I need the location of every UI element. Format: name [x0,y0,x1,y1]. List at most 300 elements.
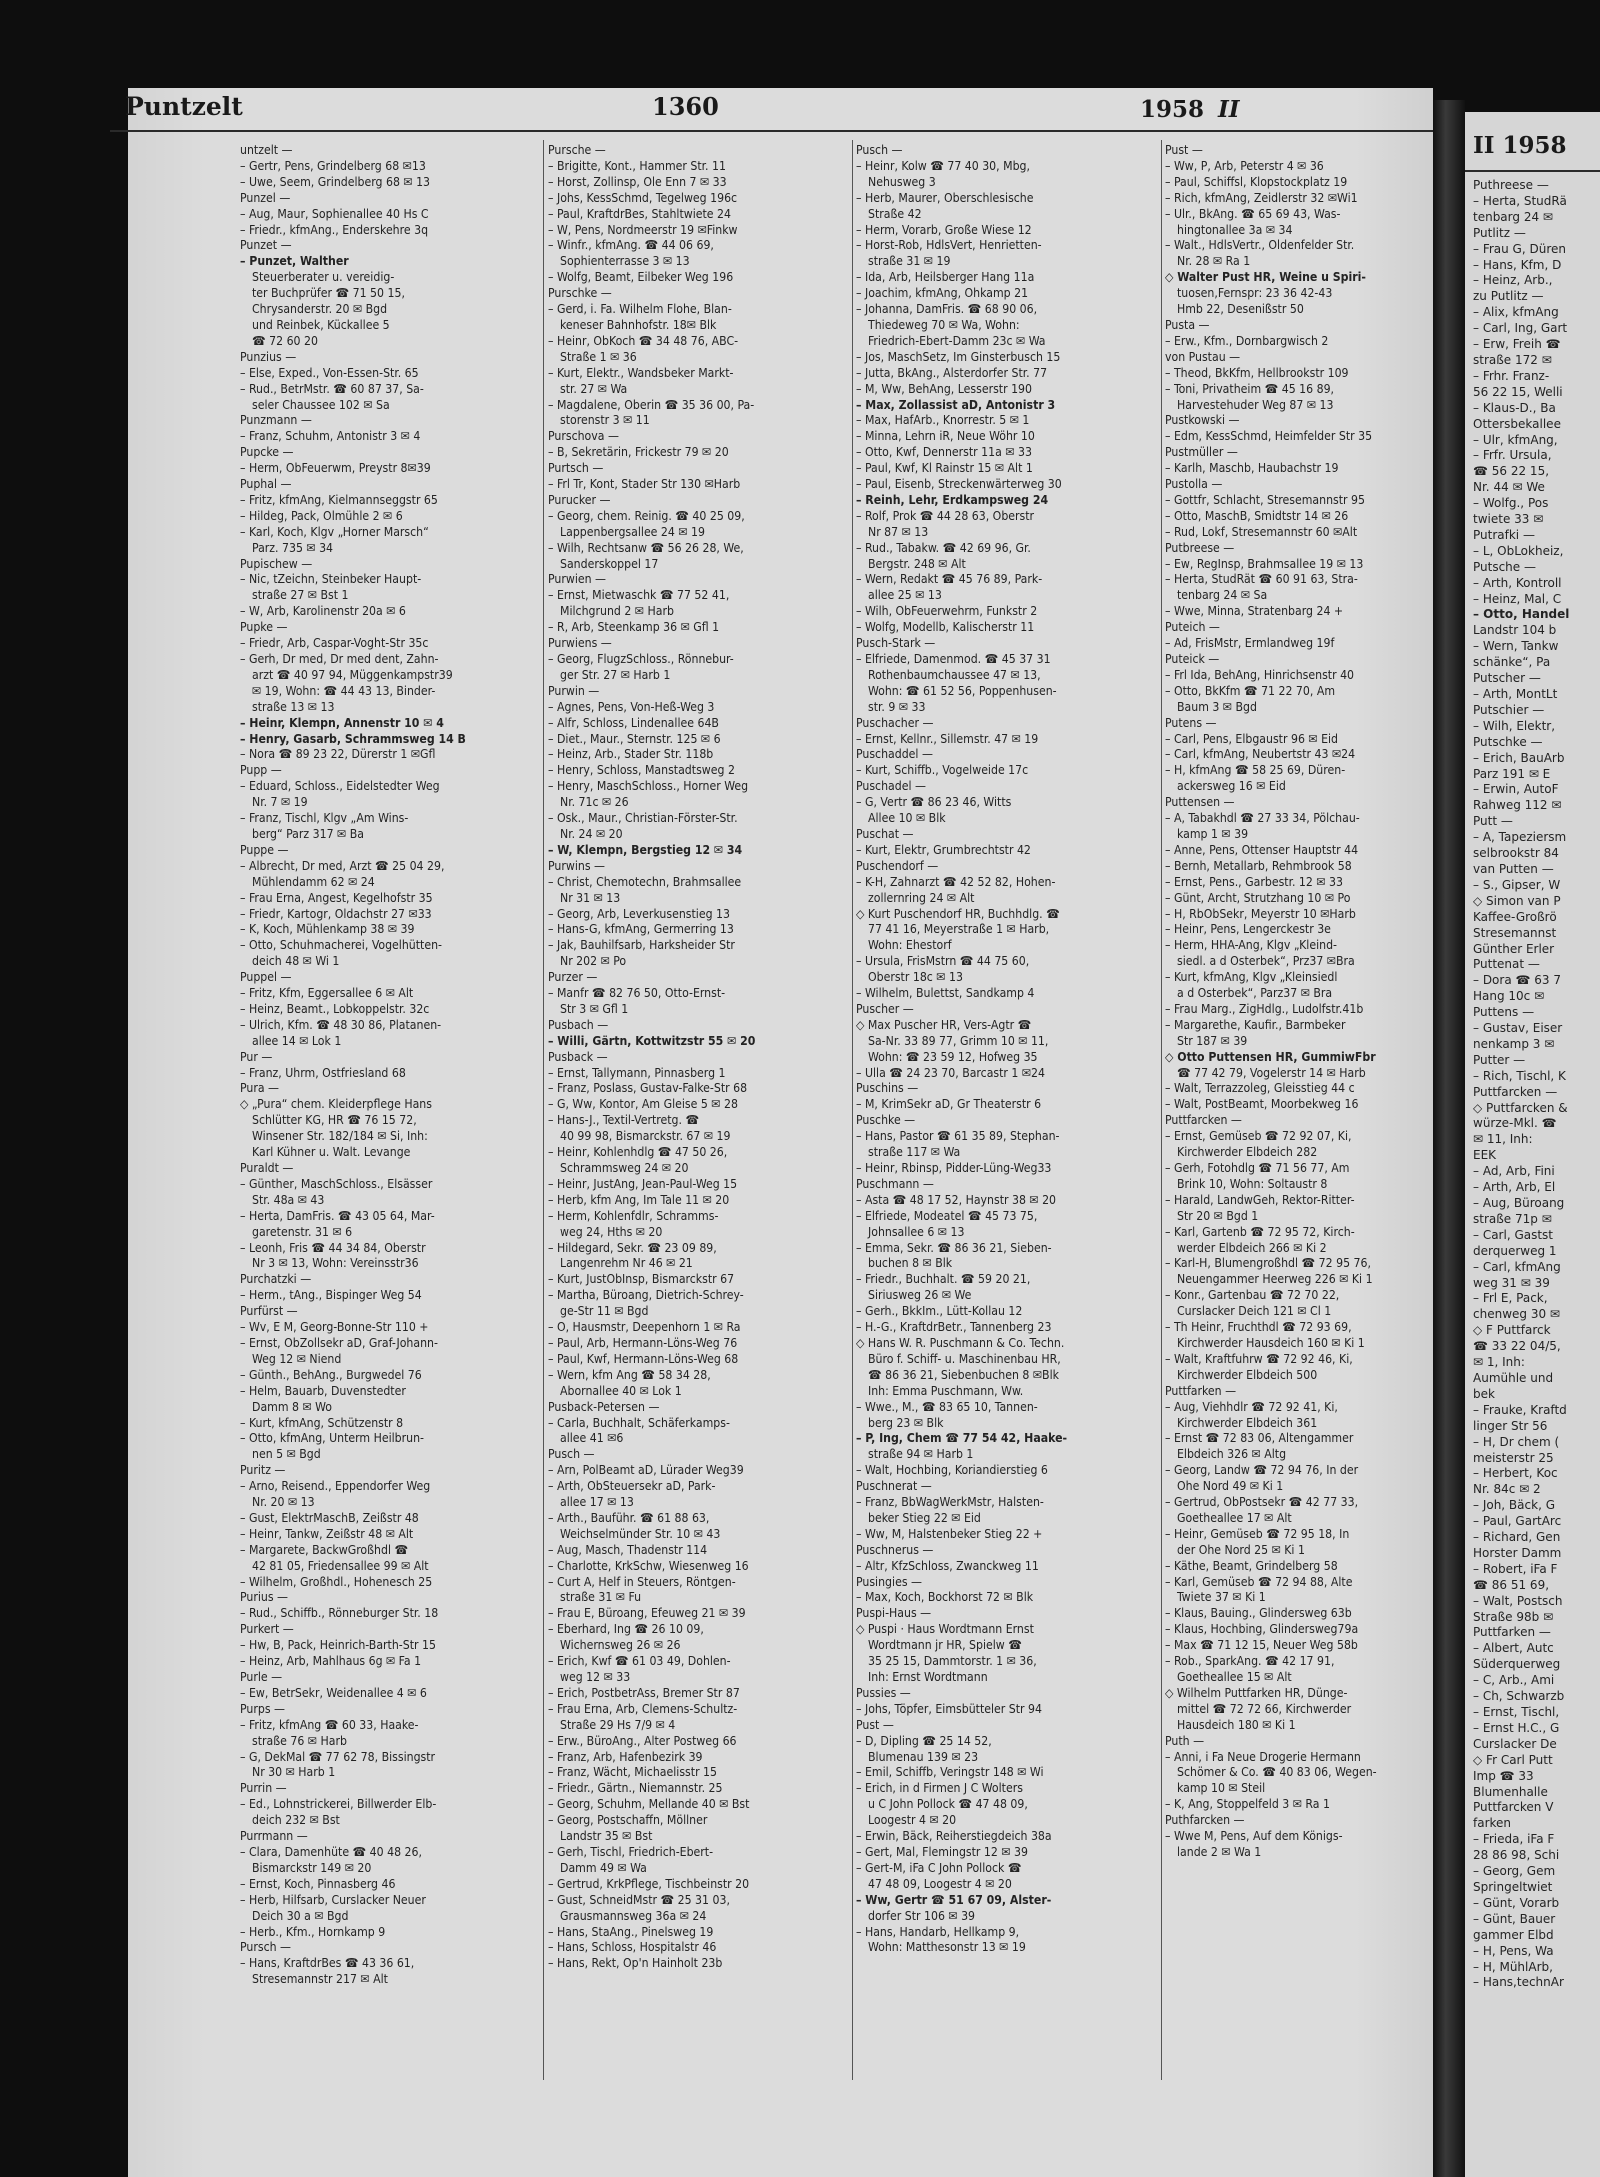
directory-entry: – Jos, MaschSetz, Im Ginsterbusch 15 [856,349,1061,364]
directory-entry: Pussies — [856,1685,911,1700]
directory-entry: Nr. 20 ✉ 13 [252,1495,315,1510]
directory-entry: – A, Tabakhdl ☎ 27 33 34, Pölchau- [1165,811,1360,826]
directory-entry: derquerweg 1 [1473,1243,1557,1258]
column-divider [1161,140,1162,2080]
directory-entry: straße 31 ✉ Fu [560,1590,642,1605]
directory-entry: Pustkowski — [1165,413,1240,428]
directory-entry: Wohn: ☎ 23 59 12, Hofweg 35 [868,1049,1038,1064]
directory-entry: – Ulr, kfmAng, [1473,432,1558,447]
directory-entry: – Paul, Schiffsl, Klopstockplatz 19 [1165,174,1348,189]
directory-entry: Puritz — [240,1463,286,1478]
directory-entry: ✉ 11, Inh: [1473,1132,1533,1147]
directory-entry: – Fritz, Kfm, Eggersallee 6 ✉ Alt [240,986,414,1001]
directory-entry: Pusingies — [856,1574,922,1589]
directory-entry: – Friedr., Buchhalt. ☎ 59 20 21, [856,1272,1031,1287]
directory-entry: Pusbach — [548,1017,609,1032]
directory-entry: zu Putlitz — [1473,289,1544,304]
directory-entry: Kirchwerder Elbdeich 282 [1177,1145,1318,1160]
directory-entry: Bergstr. 248 ✉ Alt [868,556,966,571]
directory-entry: Hausdeich 180 ✉ Ki 1 [1177,1717,1296,1732]
directory-entry: – H, Dr chem ( [1473,1434,1560,1449]
directory-entry: Siriusweg 26 ✉ We [868,1288,972,1303]
directory-entry: – R, Arb, Steenkamp 36 ✉ Gfl 1 [548,620,720,635]
directory-entry: – Ch, Schwarzb [1473,1689,1565,1704]
directory-entry: Johnsallee 6 ✉ 13 [868,1224,965,1239]
directory-entry: – W, Arb, Karolinenstr 20a ✉ 6 [240,604,406,619]
directory-entry: Puttenat — [1473,957,1540,972]
page-header-year [1140,96,1240,123]
directory-entry: ☎ 33 22 04/5, [1473,1339,1561,1354]
directory-entry: – Robert, iFa F [1473,1561,1558,1576]
directory-entry: – Max ☎ 71 12 15, Neuer Weg 58b [1165,1638,1358,1653]
directory-entry: Bismarckstr 149 ✉ 20 [252,1860,372,1875]
directory-entry: Abornallee 40 ✉ Lok 1 [560,1383,682,1398]
directory-entry: – Friedr, Kartogr, Oldachstr 27 ✉33 [240,906,432,921]
directory-entry: – Eduard, Schloss., Eidelstedter Weg [240,779,440,794]
directory-entry: – Wolfg., Pos [1473,496,1549,511]
directory-entry: Pusta — [1165,317,1210,332]
directory-entry: ◇ Fr Carl Putt [1473,1752,1553,1767]
directory-entry: Elbdeich 326 ✉ Altg [1177,1447,1287,1462]
directory-entry: – Kurt, Elektr., Wandsbeker Markt- [548,365,734,380]
directory-entry: – Paul, Kwf, Kl Rainstr 15 ✉ Alt 1 [856,461,1033,476]
directory-entry: Damm 49 ✉ Wa [560,1860,647,1875]
directory-entry: Lappenbergsallee 24 ✉ 19 [560,524,705,539]
directory-entry: – Minna, Lehrn iR, Neue Wöhr 10 [856,429,1035,444]
directory-entry: – Hans, StaAng., Pinelsweg 19 [548,1924,714,1939]
directory-entry: – Walt, PostBeamt, Moorbekweg 16 [1165,1097,1359,1112]
directory-entry: – Herb, kfm Ang, Im Tale 11 ✉ 20 [548,1192,730,1207]
directory-entry: – Emma, Sekr. ☎ 86 36 21, Sieben- [856,1240,1052,1255]
directory-entry: Straße 29 Hs 7/9 ✉ 4 [560,1717,676,1732]
directory-entry: ◇ Otto Puttensen HR, GummiwFbr [1165,1049,1376,1064]
directory-entry: Nr. 84c ✉ 2 [1473,1482,1541,1497]
directory-entry: – Henry, Schloss, Manstadtsweg 2 [548,763,735,778]
directory-entry: – M, KrimSekr aD, Gr Theaterstr 6 [856,1097,1042,1112]
directory-entry: Parz. 735 ✉ 34 [252,540,334,555]
directory-entry: – Emil, Schiffb, Veringstr 148 ✉ Wi [856,1765,1044,1780]
directory-entry: Büro f. Schiff- u. Maschinenbau HR, [868,1351,1061,1366]
directory-entry: – Heinr, ObKoch ☎ 34 48 76, ABC- [548,333,739,348]
directory-entry: Puschendorf — [856,858,939,873]
column-3 [856,143,1158,2078]
directory-entry: meisterstr 25 [1473,1450,1554,1465]
directory-entry: ◇ Max Puscher HR, Vers-Agtr ☎ [856,1017,1032,1032]
directory-entry: – Karlh, Maschb, Haubachstr 19 [1165,461,1339,476]
column-divider [543,140,544,2080]
directory-entry: tenbarg 24 ✉ [1473,209,1553,224]
directory-entry: Karl Kühner u. Walt. Levange [252,1145,411,1160]
directory-entry: – G, Ww, Kontor, Am Gleise 5 ✉ 28 [548,1097,738,1112]
directory-entry: – Frau Marg., ZigHdlg., Ludolfstr.41b [1165,1001,1364,1016]
directory-entry: Punzel — [240,190,291,205]
directory-entry: Nr. 7 ✉ 19 [252,795,308,810]
directory-entry: Brink 10, Wohn: Soltaustr 8 [1177,1176,1328,1191]
directory-entry: – Erw., Kfm., Dornbargwisch 2 [1165,333,1329,348]
directory-entry: Goetheallee 15 ✉ Alt [1177,1670,1292,1684]
directory-entry: Puspi-Haus — [856,1606,932,1621]
year: 1958 [1140,96,1205,123]
directory-entry: – Carl, Gastst [1473,1227,1554,1242]
directory-entry: Thiedeweg 70 ✉ Wa, Wohn: [868,317,1020,332]
directory-entry: Straße 1 ✉ 36 [560,349,637,364]
directory-entry: – Franz, Uhrm, Ostfriesland 68 [240,1065,406,1080]
directory-entry: Purle — [240,1670,283,1684]
directory-entry: – Osk., Maur., Christian-Förster-Str. [548,811,738,826]
directory-entry: – Gerh, Fotohdlg ☎ 71 56 77, Am [1165,1161,1350,1175]
directory-entry: Purtsch — [548,461,604,476]
directory-entry: Nehusweg 3 [868,174,936,189]
directory-entry: – Friedr., kfmAng., Enderskehre 3q [240,222,429,237]
directory-entry: – Wwe M, Pens, Auf dem Königs- [1165,1829,1343,1844]
directory-entry: – Ursula, FrisMstrn ☎ 44 75 60, [856,954,1030,969]
directory-entry: – Toni, Privatheim ☎ 45 16 89, [1165,381,1335,396]
directory-entry: Inh: Emma Puschmann, Ww. [868,1383,1024,1398]
directory-entry: ger Str. 27 ✉ Harb 1 [560,667,671,682]
directory-entry: Puppe — [240,842,289,857]
directory-entry: – Max, Koch, Bockhorst 72 ✉ Blk [856,1590,1034,1605]
directory-entry: beker Stieg 22 ✉ Eid [868,1510,981,1525]
directory-entry: – Heinz, Beamt., Lobkoppelstr. 32c [240,1001,430,1016]
directory-entry: Nr 3 ✉ 13, Wohn: Vereinsstr36 [252,1256,419,1271]
directory-entry: – Paul, Kwf, Hermann-Löns-Weg 68 [548,1351,739,1366]
directory-entry: – Günth., BehAng., Burgwedel 76 [240,1367,422,1382]
directory-entry: Loogestr 4 ✉ 20 [868,1813,957,1828]
directory-entry: – Ernst, Kellnr., Sillemstr. 47 ✉ 19 [856,731,1039,746]
directory-entry: Str 20 ✉ Bgd 1 [1177,1208,1259,1223]
directory-entry: – Hans, Pastor ☎ 61 35 89, Stephan- [856,1129,1060,1144]
directory-entry: Pura — [240,1081,280,1096]
directory-entry: Puschadel — [856,779,926,794]
directory-entry: Harvestehuder Weg 87 ✉ 13 [1177,397,1334,412]
directory-entry: – Rolf, Prok ☎ 44 28 63, Oberstr [856,508,1035,523]
directory-entry: Purwins — [548,858,605,873]
directory-entry: – Konr., Gartenbau ☎ 72 70 22, [1165,1288,1340,1303]
directory-entry: Allee 10 ✉ Blk [868,811,946,826]
directory-entry: – Günt, Vorarb [1473,1895,1560,1910]
directory-entry: – Ew, BetrSekr, Weidenallee 4 ✉ 6 [240,1685,427,1700]
directory-entry: – Arn, PolBeamt aD, Lürader Weg39 [548,1463,744,1478]
directory-entry: – Ww, M, Halstenbeker Stieg 22 + [856,1526,1043,1541]
directory-entry: Steuerberater u. vereidig- [252,270,395,285]
directory-entry: Punzius — [240,349,297,364]
directory-entry: – Frauke, Kraftd [1473,1402,1567,1417]
directory-entry: ✉ 1, Inh: [1473,1355,1525,1370]
directory-entry: Puth — [1165,1733,1205,1748]
directory-entry: Aumühle und [1473,1370,1554,1385]
directory-entry: Purius — [240,1590,289,1605]
directory-entry: – Uwe, Seem, Grindelberg 68 ✉ 13 [240,174,431,189]
directory-entry: Süderquerweg [1473,1657,1561,1672]
directory-entry: – Heinr, Pens, Lengerckestr 3e [1165,922,1331,937]
directory-entry: – Rud., BetrMstr. ☎ 60 87 37, Sa- [240,381,424,396]
directory-entry: – Rich, kfmAng, Zeidlerstr 32 ✉Wi1 [1165,190,1358,205]
directory-entry: – Horst, Zollinsp, Ole Enn 7 ✉ 33 [548,174,727,189]
directory-entry: Sanderskoppel 17 [560,556,659,571]
directory-entry: – Carl, kfmAng, Neubertstr 43 ✉24 [1165,747,1356,762]
directory-entry: – K, Koch, Mühlenkamp 38 ✉ 39 [240,922,415,937]
column-4 [1165,143,1435,2078]
directory-entry: Mühlendamm 62 ✉ 24 [252,874,375,889]
directory-entry: Purkert — [240,1622,294,1637]
directory-entry: – Frieda, iFa F [1473,1832,1555,1847]
directory-entry: Puteich — [1165,620,1220,635]
directory-entry: – Wilhelm, Bulettst, Sandkamp 4 [856,986,1035,1001]
directory-entry: Puschins — [856,1081,919,1096]
directory-entry: – Hildeg, Pack, Olmühle 2 ✉ 6 [240,508,403,523]
directory-entry: Purzer — [548,970,598,985]
directory-entry: Kirchwerder Elbdeich 361 [1177,1415,1318,1430]
directory-entry: – Herm., tAng., Bispinger Weg 54 [240,1288,422,1303]
directory-entry: – Wern, kfm Ang ☎ 58 34 28, [548,1367,711,1382]
directory-entry: – Otto, kfmAng, Unterm Heilbrun- [240,1431,425,1446]
directory-entry: Putsche — [1473,559,1536,574]
directory-entry: – Erw, Freih ☎ [1473,337,1561,352]
directory-entry: Hang 10c ✉ [1473,989,1545,1004]
directory-entry: Puschnerat — [856,1479,932,1494]
directory-entry: – Franz, Tischl, Klgv „Am Wins- [240,811,409,826]
directory-entry: selbrookstr 84 [1473,846,1559,861]
directory-entry: – Alix, kfmAng [1473,305,1559,320]
directory-entry: – Wilhelm, Großhdl., Hohenesch 25 [240,1574,433,1589]
directory-entry: – Kurt, Schiffb., Vogelweide 17c [856,763,1029,778]
directory-entry: – Kurt, kfmAng, Schützenstr 8 [240,1415,404,1430]
directory-entry: Kirchwerder Hausdeich 160 ✉ Ki 1 [1177,1335,1365,1350]
directory-entry: Pusback — [548,1049,608,1064]
directory-entry: – Agnes, Pens, Von-Heß-Weg 3 [548,699,715,714]
directory-entry: straße 76 ✉ Harb [252,1733,347,1748]
directory-entry: 47 48 09, Loogestr 4 ✉ 20 [868,1876,1012,1891]
directory-entry: – Herb, Maurer, Oberschlesische [856,190,1034,205]
directory-entry: Grausmannsweg 36a ✉ 24 [560,1908,707,1923]
directory-entry: straße 94 ✉ Harb 1 [868,1447,974,1462]
directory-entry: – Harald, LandwGeh, Rektor-Ritter- [1165,1192,1355,1207]
directory-entry: – Johs, KessSchmd, Tegelweg 196c [548,190,738,205]
directory-entry: deich 232 ✉ Bst [252,1813,340,1828]
directory-entry: – H.-G., KraftdrBetr., Tannenberg 23 [856,1320,1052,1335]
directory-entry: 77 41 16, Meyerstraße 1 ✉ Harb, [868,922,1050,937]
directory-entry: – Kurt, kfmAng, Klgv „Kleinsiedl [1165,970,1338,985]
directory-entry: – Carl, Pens, Elbgaustr 96 ✉ Eid [1165,731,1339,746]
directory-entry: – Gust, SchneidMstr ☎ 25 31 03, [548,1892,730,1907]
directory-entry: – M, Ww, BehAng, Lesserstr 190 [856,381,1032,396]
directory-entry: Puraldt — [240,1161,294,1175]
directory-entry: Purucker — [548,492,611,507]
directory-entry: – Horst-Rob, HdlsVert, Henrietten- [856,238,1042,253]
directory-entry: – Wilh, Elektr, [1473,718,1556,733]
directory-entry: – Herta, StudRä [1473,193,1567,208]
directory-entry: ◇ Walter Pust HR, Weine u Spiri- [1165,270,1366,285]
directory-entry: Deich 30 a ✉ Bgd [252,1908,349,1923]
directory-entry: – G, Vertr ☎ 86 23 46, Witts [856,795,1012,810]
directory-entry: Pusch — [856,143,903,157]
directory-entry: – Otto, BkKfm ☎ 71 22 70, Am [1165,683,1336,698]
directory-entry: – Elfriede, Modeatel ☎ 45 73 75, [856,1208,1038,1223]
directory-entry: ☎ 86 36 21, Siebenbuchen 8 ✉Blk [868,1367,1059,1382]
directory-entry: – Erich, in d Firmen J C Wolters [856,1781,1023,1796]
directory-entry: – Gerh., BkkIm., Lütt-Kollau 12 [856,1304,1023,1319]
column-divider [852,140,853,2080]
directory-entry: – Nora ☎ 89 23 22, Dürerstr 1 ✉Gfl [240,747,436,762]
directory-entry: – Brigitte, Kont., Hammer Str. 11 [548,158,726,173]
directory-entry: Blumenhalle [1473,1784,1548,1799]
directory-entry: – Bernh, Metallarb, Rehmbrook 58 [1165,858,1352,873]
directory-entry: Pust — [1165,143,1203,157]
page-header-name: Puntzelt [125,92,243,121]
directory-entry: – Georg, FlugzSchloss., Rönnebur- [548,652,734,666]
directory-entry: Puttensen — [1165,795,1235,810]
directory-entry: mittel ☎ 72 72 66, Kirchwerder [1177,1701,1352,1716]
directory-entry: Pupp — [240,763,282,778]
directory-entry: nen 5 ✉ Bgd [252,1447,321,1462]
directory-entry: – Erwin, Bäck, Reiherstiegdeich 38a [856,1829,1052,1844]
page-number: 1360 [652,92,719,121]
directory-entry: Ottersbekallee [1473,416,1561,431]
directory-entry: – C, Arb., Ami [1473,1673,1555,1688]
directory-entry: – Hans,technAr [1473,1975,1564,1990]
directory-entry: Chrysanderstr. 20 ✉ Bgd [252,302,388,317]
directory-entry: ge-Str 11 ✉ Bgd [560,1304,649,1319]
directory-entry: – Arno, Reisend., Eppendorfer Weg [240,1479,431,1494]
directory-entry: Landstr 35 ✉ Bst [560,1829,653,1844]
directory-entry: – Herm, ObFeuerwm, Preystr 8✉39 [240,461,431,476]
directory-entry: hingtonallee 3a ✉ 34 [1177,222,1293,237]
directory-entry: Purwiens — [548,636,612,651]
directory-entry: Purps — [240,1701,285,1716]
directory-entry: bek [1473,1386,1495,1401]
directory-entry: Purfürst — [240,1304,298,1319]
directory-entry: – Jutta, BkAng., Alsterdorfer Str. 77 [856,365,1048,380]
directory-entry: straße 172 ✉ [1473,352,1552,367]
directory-entry: Pupke — [240,620,288,635]
directory-entry: weg 31 ✉ 39 [1473,1275,1550,1290]
directory-entry: ◇ Simon van P [1473,893,1561,908]
directory-entry: – H, RbObSekr, Meyerstr 10 ✉Harb [1165,906,1356,921]
directory-entry: Puschat — [856,826,914,841]
directory-entry: Friedrich-Ebert-Damm 23c ✉ Wa [868,333,1046,348]
directory-entry: – Otto, Kwf, Dennerstr 11a ✉ 33 [856,445,1032,460]
directory-entry: Goetheallee 17 ✉ Alt [1177,1510,1292,1525]
directory-entry: – Karl, Gemüseb ☎ 72 94 88, Alte [1165,1574,1353,1589]
directory-entry: berg 23 ✉ Blk [868,1415,944,1430]
directory-entry: Puschnerus — [856,1542,934,1557]
directory-entry: – Gerh, Dr med, Dr med dent, Zahn- [240,652,439,666]
directory-entry: – Günther, MaschSchloss., Elsässer [240,1176,433,1191]
directory-entry: – Rob., SparkAng. ☎ 42 17 91, [1165,1654,1335,1669]
directory-entry: – Frhr. Franz- [1473,368,1550,383]
directory-entry: – P, Ing, Chem ☎ 77 54 42, Haake- [856,1431,1068,1446]
directory-entry: Putt — [1473,814,1513,829]
directory-entry: – Wilh, Rechtsanw ☎ 56 26 28, We, [548,540,744,555]
directory-entry: – Wolfg, Beamt, Eilbeker Weg 196 [548,270,734,285]
directory-entry: Langenrehm Nr 46 ✉ 21 [560,1256,693,1271]
directory-entry: straße 71p ✉ [1473,1211,1552,1226]
directory-entry: Hmb 22, Desenißstr 50 [1177,302,1304,317]
directory-entry: str. 27 ✉ Wa [560,381,628,396]
directory-entry: – Winfr., kfmAng. ☎ 44 06 69, [548,238,714,253]
directory-entry: – Gert, Mal, Flemingstr 12 ✉ 39 [856,1844,1028,1859]
directory-entry: Straße 98b ✉ [1473,1609,1554,1624]
directory-entry: – Friedr., Gärtn., Niemannstr. 25 [548,1781,723,1796]
directory-entry: Puteick — [1165,652,1220,666]
directory-entry: – Nic, tZeichn, Steinbeker Haupt- [240,572,422,587]
directory-entry: Purschke — [548,286,612,301]
directory-entry: – Paul, Eisenb, Streckenwärterweg 30 [856,477,1062,492]
directory-entry: Puthfarcken — [1165,1813,1245,1828]
directory-entry: Kirchwerder Elbdeich 500 [1177,1367,1318,1382]
directory-entry: – Franz, Schuhm, Antonistr 3 ✉ 4 [240,429,421,444]
directory-entry: Puschmann — [856,1176,934,1191]
directory-entry: untzelt — [240,143,293,157]
directory-entry: – Gertrud, KrkPflege, Tischbeinstr 20 [548,1876,750,1891]
directory-entry: – Punzet, Walther [240,254,349,269]
directory-entry: – Gertrud, ObPostsekr ☎ 42 77 33, [1165,1495,1359,1510]
directory-entry: – Hw, B, Pack, Heinrich-Barth-Str 15 [240,1638,436,1653]
directory-entry: – Margarete, BackwGroßhdl ☎ [240,1542,409,1557]
directory-entry: kamp 10 ✉ Steil [1177,1781,1266,1796]
directory-entry: – Wern, Redakt ☎ 45 76 89, Park- [856,572,1043,587]
directory-entry: weg 24, Hths ✉ 20 [560,1224,663,1239]
directory-entry: 42 81 05, Friedensallee 99 ✉ Alt [252,1558,429,1573]
directory-entry: Damm 8 ✉ Wo [252,1399,332,1414]
directory-entry: – Franz, BbWagWerkMstr, Halsten- [856,1495,1044,1510]
directory-entry: – Walt., HdlsVertr., Oldenfelder Str. [1165,238,1355,253]
directory-entry: Putschier — [1473,702,1545,717]
next-header-rule [1465,170,1600,172]
directory-entry: – Jak, Bauhilfsarb, Harksheider Str [548,938,735,953]
directory-entry: – Carla, Buchhalt, Schäferkamps- [548,1415,730,1430]
directory-entry: – Hans, Kfm, D [1473,257,1562,272]
directory-entry: Puschke — [856,1113,916,1128]
directory-entry: – Arth., Bauführ. ☎ 61 88 63, [548,1510,710,1525]
directory-entry: – Frau G, Düren [1473,241,1566,256]
directory-entry: – Paul, KraftdrBes, Stahltwiete 24 [548,206,731,221]
directory-entry: werder Elbdeich 266 ✉ Ki 2 [1177,1240,1327,1255]
directory-entry: Wordtmann jr HR, Spielw ☎ [868,1638,1022,1653]
directory-entry: – Heinz, Mal, C [1473,591,1562,606]
directory-entry: Puppel — [240,970,292,985]
directory-entry: straße 27 ✉ Bst 1 [252,588,349,603]
directory-entry: – Leonh, Fris ☎ 44 34 84, Oberstr [240,1240,426,1255]
directory-entry: – Frl Ida, BehAng, Hinrichsenstr 40 [1165,667,1355,682]
directory-entry: siedl. a d Osterbek“, Prz37 ✉Bra [1177,954,1355,969]
directory-entry: – Ernst, Pens., Garbestr. 12 ✉ 33 [1165,874,1343,889]
directory-entry: Nr 202 ✉ Po [560,954,627,969]
directory-entry: u C John Pollock ☎ 47 48 09, [868,1797,1028,1812]
directory-entry: allee 14 ✉ Lok 1 [252,1033,342,1048]
directory-entry: – Aug, Viehhdlr ☎ 72 92 41, Ki, [1165,1399,1338,1414]
directory-entry: – D, Dipling ☎ 25 14 52, [856,1733,992,1748]
directory-entry: – Joachim, kfmAng, Ohkamp 21 [856,286,1029,301]
directory-entry: Nr 30 ✉ Harb 1 [252,1765,336,1780]
directory-entry: – Hans-J., Textil-Vertretg. ☎ [548,1113,700,1128]
directory-entry: – Wolfg, Modellb, Kalischerstr 11 [856,620,1035,635]
directory-entry: Putrafki — [1473,527,1535,542]
directory-entry: Pursche — [548,143,606,157]
next-page-edge [1465,112,1600,2177]
directory-entry: van Putten — [1473,861,1554,876]
directory-entry: ◇ „Pura“ chem. Kleiderpflege Hans [240,1097,432,1112]
directory-entry: – Rud, Lokf, Stresemannstr 60 ✉Alt [1165,524,1358,539]
directory-entry: Pupcke — [240,445,294,460]
directory-entry: Rothenbaumchaussee 47 ✉ 13, [868,667,1041,682]
directory-entry: Nr. 71c ✉ 26 [560,795,629,810]
directory-entry: – Herbert, Koc [1473,1466,1558,1481]
directory-entry: allee 41 ✉6 [560,1431,624,1446]
directory-entry: Stresemannst [1473,925,1557,940]
directory-entry: ☎ 77 42 79, Vogelerstr 14 ✉ Harb [1177,1065,1366,1080]
directory-entry: – Carl, Ing, Gart [1473,321,1568,336]
